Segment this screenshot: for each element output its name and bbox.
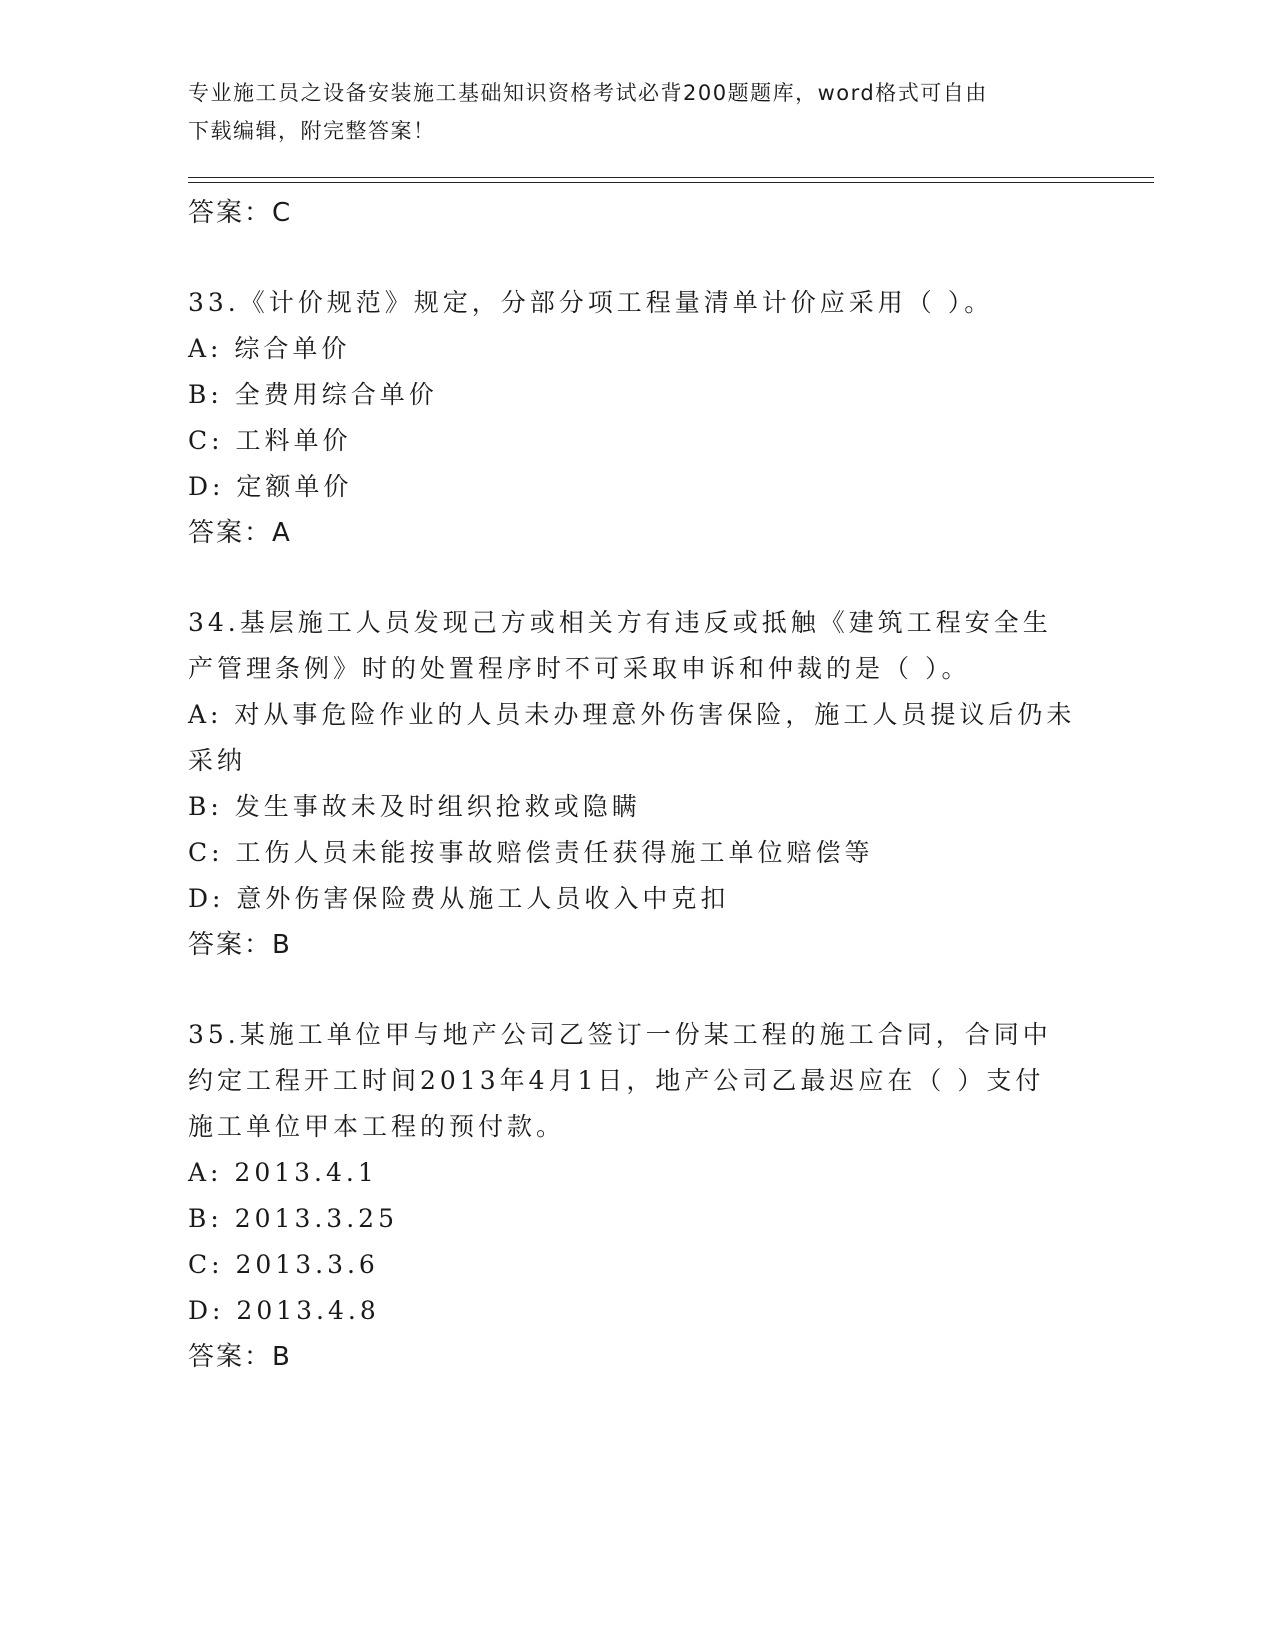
question-33 — [188, 280, 1088, 556]
option-c: C: 2013.3.6 — [188, 1250, 379, 1279]
header-line-2: 下载编辑，附完整答案！ — [188, 119, 436, 143]
question-stem: 34.基层施工人员发现己方或相关方有违反或抵触《建筑工程安全生产管理条例》时的处置程序时不可采取申诉和仲裁的是（ ）。 — [188, 608, 1052, 683]
document-header — [188, 74, 1088, 150]
question-stem: 35.某施工单位甲与地产公司乙签订一份某工程的施工合同，合同中约定工程开工时间2013年4月1日，地产公司乙最迟应在（ ）支付施工单位甲本工程的预付款。 — [188, 1020, 1052, 1141]
question-stem: 33.《计价规范》规定，分部分项工程量清单计价应采用（ ）。 — [188, 288, 994, 317]
option-a: A: 2013.4.1 — [188, 1158, 378, 1187]
option-d: D: 定额单价 — [188, 472, 353, 501]
question-35 — [188, 1012, 1088, 1380]
option-d: D: 意外伤害保险费从施工人员收入中克扣 — [188, 884, 730, 913]
option-a: A: 对从事危险作业的人员未办理意外伤害保险，施工人员提议后仍未采纳 — [188, 700, 1076, 775]
option-c: C: 工料单价 — [188, 426, 352, 455]
question-list — [188, 190, 1088, 1380]
header-divider-bottom — [188, 182, 1154, 183]
previous-answer: 答案：C — [188, 198, 293, 228]
answer-line: 答案：A — [188, 518, 292, 548]
option-b: B: 2013.3.25 — [188, 1204, 398, 1233]
option-d: D: 2013.4.8 — [188, 1296, 380, 1325]
option-b: B: 全费用综合单价 — [188, 380, 438, 409]
option-b: B: 发生事故未及时组织抢救或隐瞒 — [188, 792, 641, 821]
header-line-1: 专业施工员之设备安装施工基础知识资格考试必背200题题库，word格式可自由 — [188, 81, 988, 105]
header-divider-top — [188, 177, 1154, 178]
answer-line: 答案：B — [188, 930, 292, 960]
question-34 — [188, 600, 1088, 968]
option-a: A: 综合单价 — [188, 334, 351, 363]
option-c: C: 工伤人员未能按事故赔偿责任获得施工单位赔偿等 — [188, 838, 874, 867]
answer-line: 答案：B — [188, 1342, 292, 1372]
